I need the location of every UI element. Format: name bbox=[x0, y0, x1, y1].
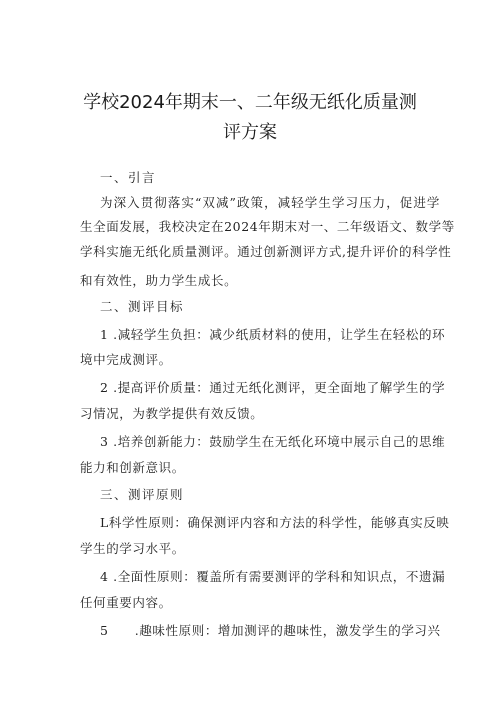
list-item-line: 能力和创新意识。 bbox=[80, 460, 185, 475]
list-item-line: 习情况，为教学提供有效反馈。 bbox=[80, 406, 264, 421]
list-item-line: 学生的学习水平。 bbox=[80, 541, 185, 556]
section-heading-goals: 二、测评目标 bbox=[100, 299, 185, 314]
document-title-line-2: 评方案 bbox=[223, 122, 277, 143]
list-item-line: 任何重要内容。 bbox=[80, 595, 172, 610]
list-item-line: L科学性原则：确保测评内容和方法的科学性，能够真实反映 bbox=[100, 515, 450, 530]
paragraph-line: 为深入贯彻落实“双减”政策，减轻学生学习压力，促进学 bbox=[100, 195, 440, 210]
list-item-line: 4 .全面性原则：覆盖所有需要测评的学科和知识点，不遗漏 bbox=[100, 569, 446, 584]
paragraph-line: 和有效性，助力学生成长。 bbox=[80, 273, 238, 288]
list-item-line: 3 .培养创新能力：鼓励学生在无纸化环境中展示自己的思维 bbox=[100, 434, 446, 449]
paragraph-line: 生全面发展，我校决定在2024年期末对一、二年级语文、数学等 bbox=[80, 219, 455, 234]
list-item-line: 2 .提高评价质量：通过无纸化测评，更全面地了解学生的学 bbox=[100, 380, 446, 395]
section-heading-principles: 三、测评原则 bbox=[100, 487, 185, 502]
list-item-line: 境中完成测评。 bbox=[80, 352, 172, 367]
section-heading-intro: 一、引言 bbox=[100, 170, 157, 185]
document-title-line-1: 学校2024年期末一、二年级无纸化质量测 bbox=[83, 92, 417, 113]
list-item-line: 5 .趣味性原则：增加测评的趣味性，激发学生的学习兴 bbox=[100, 623, 441, 638]
paragraph-line: 学科实施无纸化质量测评。通过创新测评方式,提升评价的科学性 bbox=[80, 244, 452, 259]
list-item-line: 1 .减轻学生负担：减少纸质材料的使用，让学生在轻松的环 bbox=[100, 327, 446, 342]
